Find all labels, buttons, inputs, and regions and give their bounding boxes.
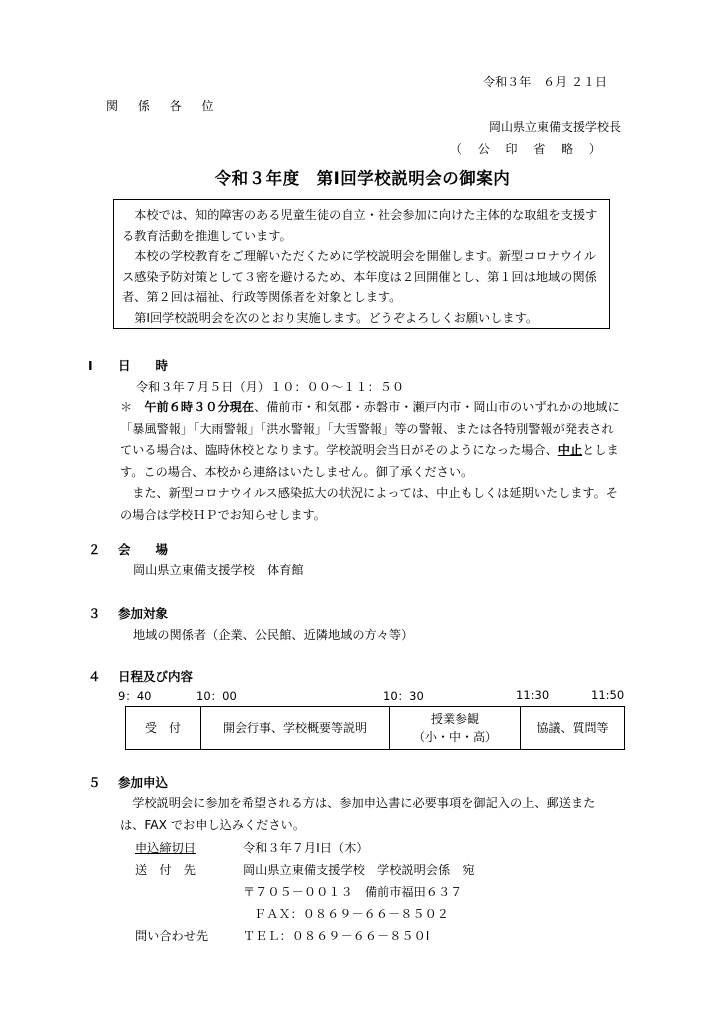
section-title: 会 場	[118, 542, 169, 557]
section-2-heading	[88, 540, 168, 558]
tel-number: ＴＥＬ：０８６９－６６－８５０Ⅰ	[243, 929, 430, 943]
intro-box	[113, 199, 610, 329]
cell-opening: 開会行事、学校概要等説明	[201, 707, 390, 750]
observation-label: 授業参観	[430, 712, 479, 726]
deadline-label: 申込締切日	[135, 841, 196, 855]
send-to-value: 岡山県立東備支援学校 学校説明会係 宛	[243, 863, 475, 877]
target-audience: 地域の関係者（企業、公民館、近隣地域の方々等）	[133, 628, 414, 642]
cell-observation	[390, 707, 521, 750]
observation-grades: （小・中・高）	[412, 730, 497, 744]
time-label: 11:50	[591, 688, 625, 702]
schedule-row	[126, 707, 625, 750]
inquiry-row	[135, 927, 429, 944]
section-number: ３	[88, 606, 101, 621]
schedule-timeline	[0, 688, 725, 704]
document-title: 令和３年度 第Ⅰ回学校説明会の御案内	[214, 169, 511, 188]
deadline-row	[135, 839, 368, 856]
application-description	[120, 793, 615, 836]
event-datetime: 令和３年７月５日（月）１０：００～１１：５０	[136, 380, 405, 394]
seal-omitted-note: （ 公 印 省 略 ）	[449, 142, 607, 156]
inquiry-label: 問い合わせ先	[135, 929, 209, 943]
note-text: とします。この場合、本校から連絡はいたしません。御了承ください。	[120, 443, 619, 479]
deadline-value: 令和３年７月Ⅰ日（木）	[243, 841, 369, 855]
section-1-heading	[88, 356, 168, 374]
time-label: 11:30	[516, 688, 550, 702]
intro-paragraph: 第Ⅰ回学校説明会を次のとおり実施します。どうぞよろしくお願いします。	[134, 310, 539, 325]
time-label: 10：30	[383, 689, 424, 703]
warning-note	[120, 397, 620, 526]
section-5-heading	[88, 773, 168, 791]
time-label: 10：00	[196, 689, 237, 703]
section-4-heading	[88, 667, 193, 685]
schedule-table	[125, 706, 625, 750]
covid-note: また、新型コロナウイルス感染拡大の状況によっては、中止もしくは延期いたします。その場合は学校ＨＰでお知らせします。	[120, 486, 618, 522]
application-text: 学校説明会に参加を希望される方は、参加申込書に必要事項を御記入の上、郵送または、FAX でお申し込みください。	[120, 796, 596, 832]
section-number: ２	[88, 542, 101, 557]
send-to-row	[135, 861, 475, 878]
addressee: 関 係 各 位	[106, 99, 222, 113]
fax-number: ＦＡＸ：０８６９－６６－８５０２	[254, 907, 449, 921]
cell-discussion: 協議、質問等	[521, 707, 625, 750]
sender-name: 岡山県立東備支援学校長	[488, 120, 621, 134]
document-date: 令和３年 ６月 ２１日	[483, 75, 607, 89]
section-number: ５	[88, 775, 101, 790]
intro-paragraph: 本校では、知的障害のある児童生徒の自立・社会参加に向けた主体的な取組を支援する教育活動を推進しています。	[122, 208, 598, 243]
note-text: 、備前市・和気郡・赤磐市・瀬戸内市・岡山市のいずれかの地域に「暴風警報」「大雨警報」「洪水警報」「大雪警報」等の警報、または各特別警報が発表されている場合は、臨時休校となります。学校説明会当日がそのようになった場合、	[120, 400, 620, 457]
section-title: 参加対象	[118, 606, 169, 621]
section-title: 参加申込	[118, 775, 169, 790]
intro-paragraph: 本校の学校教育をご理解いただくために学校説明会を開催します。新型コロナウイルス感染予防対策として３密を避けるため、本年度は２回開催とし、第１回は地域の関係者、第２回は福祉、行政等関係者を対象とします。	[122, 249, 597, 304]
note-time: 午前６時３０分現在	[144, 400, 255, 414]
venue: 岡山県立東備支援学校 体育館	[133, 563, 304, 577]
section-number: Ⅰ	[88, 358, 93, 373]
postal-address: 〒７０５－００１３ 備前市福田６３７	[243, 885, 463, 899]
note-marker: ＊	[120, 400, 145, 414]
note-cancel: 中止	[557, 443, 583, 457]
send-to-label: 送 付 先	[135, 863, 196, 877]
time-label: 9：40	[118, 689, 152, 703]
section-title: 日程及び内容	[118, 669, 194, 684]
section-title: 日 時	[118, 358, 169, 373]
section-3-heading	[88, 604, 168, 622]
section-number: ４	[88, 669, 101, 684]
cell-reception: 受 付	[126, 707, 201, 750]
